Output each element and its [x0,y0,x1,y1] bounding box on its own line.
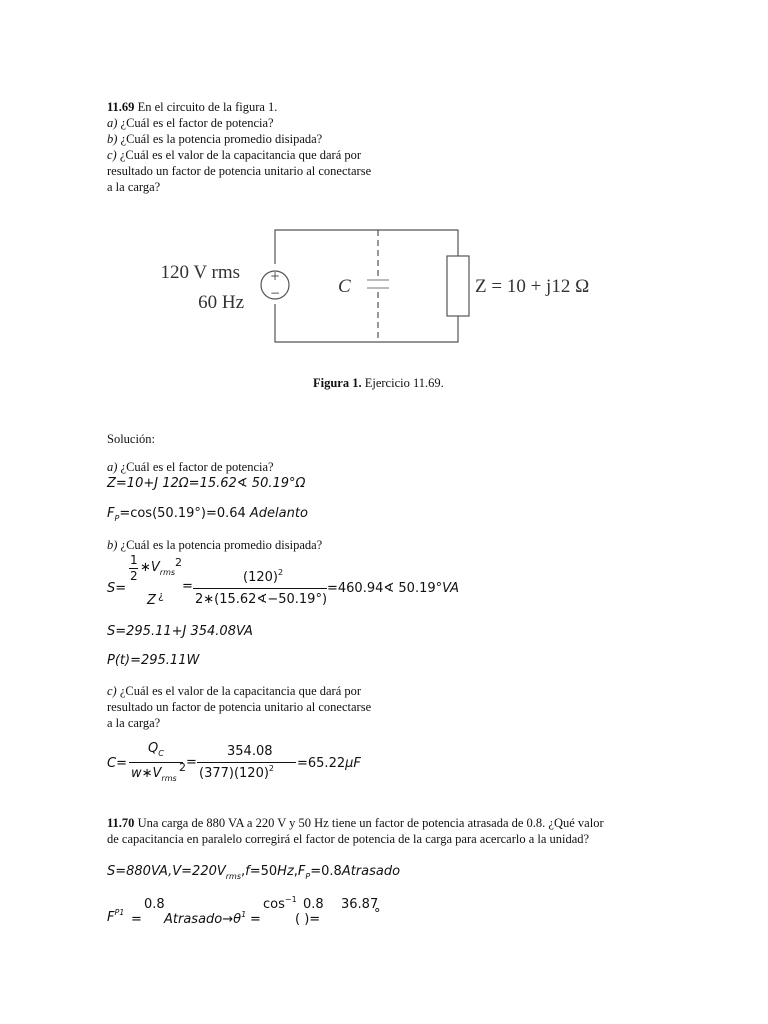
question-b [107,132,322,147]
given-f-value: =50 [249,864,278,879]
figure-caption [313,376,444,391]
last-lhs-sup: P1 [114,908,125,917]
last-cos-text: cos [263,897,285,912]
s-num-sub: rms [159,568,176,577]
c-den1-sup: 2 [179,761,186,774]
minus-sign: − [269,286,281,300]
equation-complex-power [107,624,253,640]
c-lhs: C= [107,756,127,771]
last-cos-sup: −1 [284,895,297,904]
given-fp: F [297,864,306,879]
last-theta-sup: 1 [241,910,247,919]
last-atr-text: Atrasado→θ [164,912,242,927]
c-result-unit: μF [345,756,361,771]
figure-caption-bold: Figura 1. [313,376,362,390]
solution-b-letter: b) [107,538,118,552]
c-num1 [148,741,164,758]
c-num1-sub: C [158,749,164,758]
s-result [327,581,459,597]
last-result: 36.87 [341,897,379,912]
c-den1-text: w∗V [131,766,162,781]
c-frac2-bar [197,762,296,763]
given-f: f [245,864,250,879]
given-fp-sub: P [305,872,311,881]
c-result [297,756,361,772]
c-frac1-bar [129,762,183,763]
source-voltage-label: 120 V rms [160,262,240,283]
solution-a-letter: a) [107,460,118,474]
complex-power-value: S=295.11+J 354.08 [107,624,236,639]
question-b-letter: b) [107,132,118,146]
average-power-value: P(t)=295.11 [107,653,187,668]
question-c-text: ¿Cuál es el valor de la capacitancia que dará por [116,148,362,162]
equation-impedance: Z=10+J 12Ω=15.62∢ 50.19°Ω [107,476,306,491]
last-val: 0.8 [144,897,165,912]
s-half-den: 2 [130,569,138,583]
c-result-value: =65.22 [297,756,346,771]
solution-a-text: ¿Cuál es el factor de potencia? [117,460,274,474]
last-atr [164,912,246,929]
problem-2-line1 [107,816,604,831]
s-den-sup: ¿ [158,589,164,602]
equation-average-power [107,653,199,669]
c-den1-sub: rms [161,774,177,783]
given-sep-2: , [293,864,298,879]
problem-2-line2: de capacitancia en paralelo corregirá el factor de potencia de la carga para acercarlo a la unidad? [107,832,590,846]
fp-subscript: P [114,514,120,523]
figure-caption-text: Ejercicio 11.69. [361,376,444,390]
question-c-line3: a la carga? [107,180,161,194]
solution-c-text: ¿Cuál es el valor de la capacitancia que dará por [116,684,362,698]
problem-title [107,100,277,115]
last-eq: = [131,912,142,927]
s-num2 [243,570,283,587]
s-result-unit: VA [442,581,460,596]
last-paren: ( )= [295,912,321,927]
given-s: S=880 [107,864,151,879]
s-num2-sup: 2 [277,568,284,577]
question-c-line2: resultado un factor de potencia unitario al conectarse [107,164,372,178]
load-label: Z = 10 + j12 Ω [475,276,590,297]
s-num-v-text: ∗V [140,560,160,575]
s-eq: = [182,579,193,594]
s-den2: 2∗(15.62∢−50.19°) [195,592,328,607]
solution-b-text: ¿Cuál es la potencia promedio disipada? [117,538,323,552]
last-deg: ° [374,907,381,922]
s-half-num: 1 [130,553,138,567]
equation-given [107,864,400,881]
given-va: VA [150,864,169,879]
s-num-v [140,560,175,577]
average-power-unit: W [186,653,200,668]
problem-2-number: 11.70 [107,816,135,830]
given-hz: Hz [277,864,294,879]
given-fp-type: Atrasado [341,864,401,879]
problem-2-text: Una carga de 880 VA a 220 V y 50 Hz tiene un factor de potencia atrasada de 0.8. ¿Qué valor [134,816,604,830]
s-den: Z [147,593,156,608]
c-eq: = [186,755,197,770]
s-frac-bar [193,588,327,589]
c-den2-text: (377)(120) [199,766,269,781]
last-eq2: = [250,912,261,927]
solution-c-line3: a la carga? [107,716,161,730]
question-c-letter: c) [107,148,117,162]
capacitor-label: C [338,276,351,297]
equation-power-factor [107,506,308,523]
complex-power-unit: VA [235,624,253,639]
fp-type: Adelanto [245,506,308,521]
question-a [107,116,274,131]
given-v-unit: V [216,864,226,879]
c-den2-sup: 2 [268,764,275,773]
load-impedance-icon [447,256,469,316]
c-num1-text: Q [148,741,159,756]
s-num-sup: 2 [175,556,182,569]
c-den2 [199,766,274,783]
source-frequency-label: 60 Hz [198,292,244,313]
plus-sign: + [269,269,281,283]
last-cos [263,897,297,914]
s-result-value: =460.94∢ 50.19° [327,581,443,596]
s-lhs: S= [107,581,127,596]
last-lhs [107,910,124,927]
solution-b-question [107,538,322,553]
given-v: ,V=220 [168,864,217,879]
question-b-text: ¿Cuál es la potencia promedio disipada? [117,132,323,146]
solution-a-question [107,460,274,475]
last-lhs-text: F [107,910,115,925]
solution-c-line1 [107,684,361,699]
problem-number: 11.69 [107,100,135,114]
given-v-sub: rms [225,872,242,881]
fp-symbol: F [107,506,115,521]
question-a-text: ¿Cuál es el factor de potencia? [117,116,274,130]
question-a-letter: a) [107,116,118,130]
fp-value: =cos(50.19°)=0.64 [119,506,246,521]
s-num2-text: (120) [243,570,278,585]
solution-c-letter: c) [107,684,117,698]
solution-c-line2: resultado un factor de potencia unitario al conectarse [107,700,372,714]
c-den1 [131,766,177,783]
last-cos-arg: 0.8 [303,897,324,912]
question-c-line1 [107,148,361,163]
problem-title-text: En el circuito de la figura 1. [134,100,278,114]
circuit-diagram [150,222,620,362]
c-num2: 354.08 [227,744,273,759]
given-sep-1: , [241,864,246,879]
given-fp-value: =0.8 [310,864,342,879]
solution-heading: Solución: [107,432,155,446]
